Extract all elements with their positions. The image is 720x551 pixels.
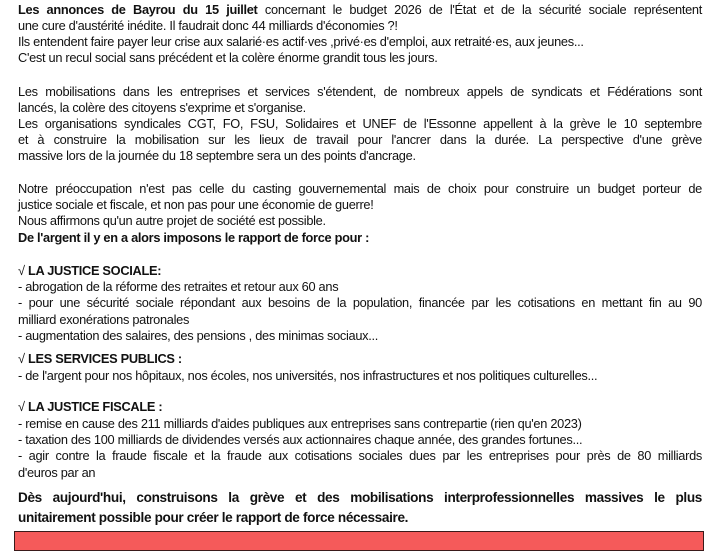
mobilisation-line: Les mobilisations dans les entreprises et services s'étendent, de nombreux appels de syndicats et Fédérations sont	[18, 84, 702, 99]
mobilisation-line: Les organisations syndicales CGT, FO, FSU, Solidaires et UNEF de l'Essonne appellent à la grève le 10 septembre	[18, 116, 702, 131]
list-item: - taxation des 100 milliards de dividendes versés aux actionnaires chaque année, des grandes fortunes...	[18, 432, 583, 447]
section-title: LA JUSTICE SOCIALE:	[28, 263, 162, 278]
list-item: milliard exonérations patronales	[18, 312, 190, 327]
mobilisation-line: massive lors de la journée du 18 septembre sera un des points d'ancrage.	[18, 148, 416, 163]
mobilisation-line: et à construire la mobilisation sur les lieux de travail pour l'ancrer dans la durée. La perspective d'une grève	[18, 132, 702, 147]
intro-lead: Les annonces de Bayrou du 15 juillet	[18, 2, 258, 17]
check-icon: √	[18, 399, 25, 414]
list-item: - pour une sécurité sociale répondant aux besoins de la population, financée par les cotisations en mettant fin au 90	[18, 295, 702, 310]
preoccupation-line: Nous affirmons qu'un autre projet de société est possible.	[18, 213, 326, 228]
preoccupation-line: Notre préoccupation n'est pas celle du casting gouvernemental mais de choix pour construire un budget porteur de	[18, 181, 702, 196]
intro-line: Ils entendent faire payer leur crise aux salarié·es actif·ves ,privé·es d'emploi, aux retraité·es, aux jeunes...	[18, 34, 584, 49]
intro-line: C'est un recul social sans précédent et la colère énorme grandit tous les jours.	[18, 50, 438, 65]
section-heading-services-publics	[18, 351, 702, 367]
section-title: LES SERVICES PUBLICS :	[28, 351, 182, 366]
conclusion-line: unitairement possible pour créer le rapport de force nécessaire.	[18, 510, 409, 525]
conclusion-line: Dès aujourd'hui, construisons la grève et des mobilisations interprofessionnelles massives le plus	[18, 490, 702, 505]
list-item: - augmentation des salaires, des pensions , des minimas sociaux...	[18, 328, 379, 343]
list-item: d'euros par an	[18, 465, 96, 480]
intro-text: concernant le budget 2026 de l'État et de la sécurité sociale représentent	[257, 2, 702, 17]
demands-intro: De l'argent il y en a alors imposons le rapport de force pour :	[18, 230, 370, 245]
intro-line	[18, 2, 702, 18]
list-item: - remise en cause des 211 milliards d'aides publiques aux entreprises sans contrepartie (rien qu'en 2023)	[18, 416, 582, 431]
list-item: - de l'argent pour nos hôpitaux, nos écoles, nos universités, nos infrastructures et nos politiques culturelles...	[18, 368, 598, 383]
list-item: - abrogation de la réforme des retraites et retour aux 60 ans	[18, 279, 339, 294]
section-heading-justice-fiscale	[18, 399, 702, 415]
section-heading-justice-sociale	[18, 263, 702, 279]
red-banner	[14, 531, 704, 551]
intro-line: une cure d'austérité inédite. Il faudrait donc 44 milliards d'économies ?!	[18, 18, 398, 33]
mobilisation-line: lancés, la colère des citoyens s'exprime et s'organise.	[18, 100, 306, 115]
check-icon: √	[18, 351, 25, 366]
section-title: LA JUSTICE FISCALE :	[28, 399, 163, 414]
check-icon: √	[18, 263, 25, 278]
preoccupation-line: justice sociale et fiscale, et non pas pour une économie de guerre!	[18, 197, 374, 212]
list-item: - agir contre la fraude fiscale et la fraude aux cotisations sociales dues par les entreprises pour près de 80 milliards	[18, 448, 702, 463]
